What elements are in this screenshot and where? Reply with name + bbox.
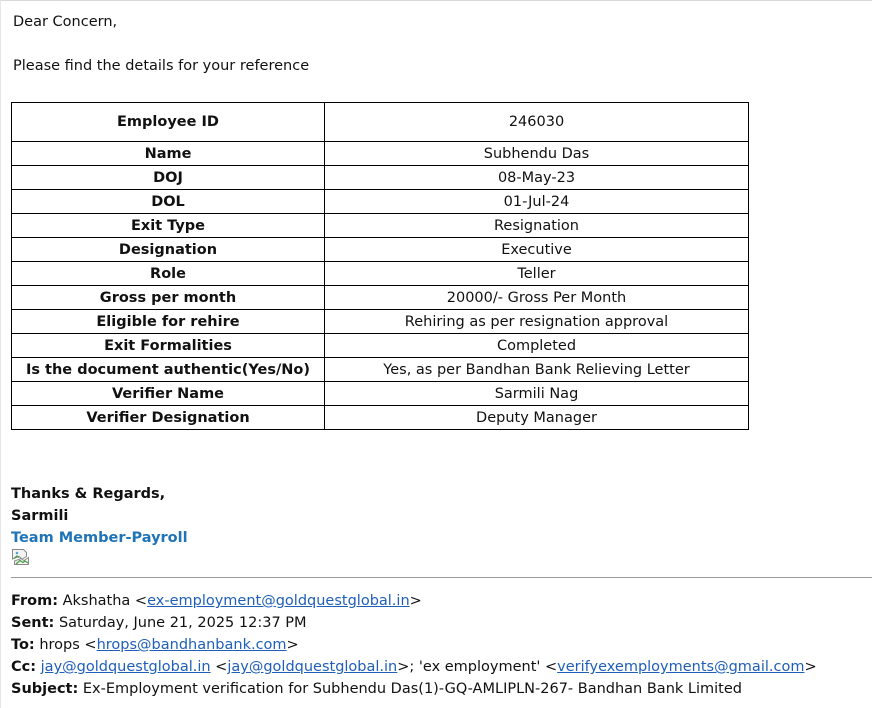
- cc-email-link-1[interactable]: jay@goldquestglobal.in: [40, 659, 211, 675]
- cc-label: Cc:: [11, 659, 37, 675]
- table-row: [12, 103, 749, 142]
- row-value: 20000/- Gross Per Month: [325, 286, 749, 310]
- row-label: Is the document authentic(Yes/No): [12, 358, 325, 382]
- to-line: To: hrops <hrops@bandhanbank.com>: [11, 637, 299, 653]
- row-label: Exit Formalities: [12, 334, 325, 358]
- row-value: Completed: [325, 334, 749, 358]
- row-value: Sarmili Nag: [325, 382, 749, 406]
- sent-line: [11, 612, 817, 634]
- table-row: [12, 382, 749, 406]
- table-row: [12, 334, 749, 358]
- row-label: Exit Type: [12, 214, 325, 238]
- details-table: [11, 102, 749, 430]
- row-value: Subhendu Das: [325, 142, 749, 166]
- row-label: Designation: [12, 238, 325, 262]
- to-label: To:: [11, 637, 35, 653]
- cc-email-link-1b[interactable]: jay@goldquestglobal.in: [227, 659, 398, 675]
- row-label: DOJ: [12, 166, 325, 190]
- row-value: Teller: [325, 262, 749, 286]
- table-row: [12, 166, 749, 190]
- to-name: hrops: [39, 637, 80, 653]
- subject-label: Subject:: [11, 681, 79, 697]
- signature-block: [11, 483, 188, 549]
- sent-value: Saturday, June 21, 2025 12:37 PM: [58, 615, 307, 631]
- cc-email-link-2[interactable]: verifyexemployments@gmail.com: [557, 659, 805, 675]
- row-value: 01-Jul-24: [325, 190, 749, 214]
- row-label: Name: [12, 142, 325, 166]
- table-row: [12, 190, 749, 214]
- signature-role: Team Member-Payroll: [11, 530, 188, 546]
- row-value: 08-May-23: [325, 166, 749, 190]
- window-top-border: [0, 0, 872, 1]
- row-value: Deputy Manager: [325, 406, 749, 430]
- signature-name: Sarmili: [11, 508, 69, 524]
- intro-text: Please find the details for your reference: [13, 58, 310, 74]
- to-email-link[interactable]: hrops@bandhanbank.com: [96, 637, 287, 653]
- row-value: Resignation: [325, 214, 749, 238]
- table-row: [12, 358, 749, 382]
- window-left-border: [0, 0, 1, 708]
- row-value: Executive: [325, 238, 749, 262]
- row-label: DOL: [12, 190, 325, 214]
- from-name: Akshatha: [62, 593, 131, 609]
- from-email-link[interactable]: ex-employment@goldquestglobal.in: [147, 593, 410, 609]
- sent-label: Sent:: [11, 615, 55, 631]
- row-label: Employee ID: [12, 103, 325, 142]
- table-row: [12, 238, 749, 262]
- row-label: Role: [12, 262, 325, 286]
- table-row: [12, 286, 749, 310]
- row-value: Rehiring as per resignation approval: [325, 310, 749, 334]
- forwarded-header: [11, 590, 817, 700]
- row-label: Eligible for rehire: [12, 310, 325, 334]
- row-label: Gross per month: [12, 286, 325, 310]
- table-row: [12, 262, 749, 286]
- subject-line: [11, 678, 817, 700]
- from-line: From: Akshatha <ex-employment@goldquestglobal.in>: [11, 593, 422, 609]
- row-label: Verifier Name: [12, 382, 325, 406]
- table-row: [12, 406, 749, 430]
- message-separator: [11, 577, 872, 578]
- row-label: Verifier Designation: [12, 406, 325, 430]
- signature-closing: Thanks & Regards,: [11, 486, 166, 502]
- broken-image-icon: [11, 548, 31, 566]
- greeting-text: Dear Concern,: [13, 14, 118, 30]
- cc-name-2: 'ex employment': [418, 659, 541, 675]
- table-row: [12, 310, 749, 334]
- table-row: [12, 142, 749, 166]
- from-label: From:: [11, 593, 58, 609]
- subject-value: Ex-Employment verification for Subhendu Das(1)-GQ-AMLIPLN-267- Bandhan Bank Limited: [82, 681, 742, 697]
- table-row: [12, 214, 749, 238]
- cc-line: Cc: jay@goldquestglobal.in <jay@goldquestglobal.in>; 'ex employment' <verifyexemployments@gmail.com>: [11, 659, 817, 675]
- row-value: 246030: [325, 103, 749, 142]
- row-value: Yes, as per Bandhan Bank Relieving Letter: [325, 358, 749, 382]
